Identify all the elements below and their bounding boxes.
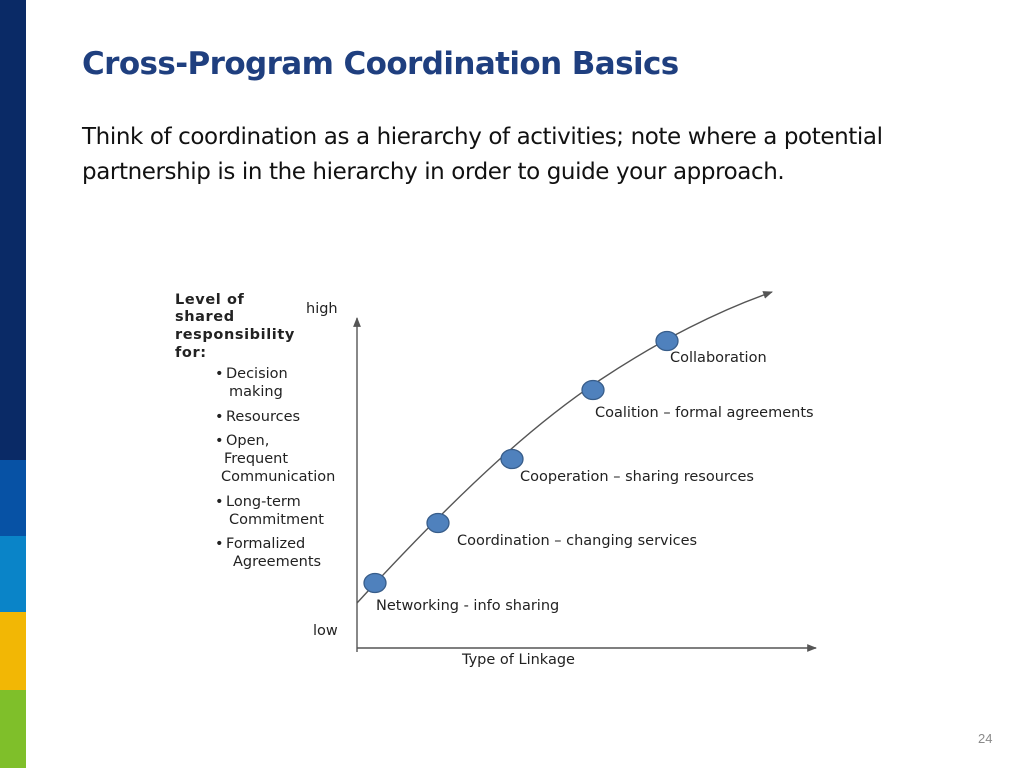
slide-title: Cross-Program Coordination Basics <box>82 46 679 82</box>
item-resources: Resources <box>226 409 301 425</box>
item-agreements-line-1: Formalized <box>226 536 306 552</box>
item-commitment-line-1: Long-term <box>226 494 301 510</box>
stage-node-cooperation <box>501 450 523 469</box>
body-line-1: Think of coordination as a hierarchy of activities; note where a potential <box>82 124 883 150</box>
stage-node-networking <box>364 574 386 593</box>
bullet-5: • <box>215 536 224 552</box>
stage-node-coordination <box>427 514 449 533</box>
bullet-1: • <box>215 366 224 382</box>
progression-curve <box>357 292 772 603</box>
body-line-2: partnership is in the hierarchy in order to guide your approach. <box>82 159 785 185</box>
y-heading-line-3: responsibility <box>175 327 295 343</box>
stage-label-coordination: Coordination – changing services <box>457 533 698 549</box>
y-heading-line-2: shared <box>175 309 235 325</box>
y-heading-line-4: for: <box>175 345 207 361</box>
item-communication-line-1: Open, <box>226 433 270 449</box>
y-axis-low-label: low <box>313 623 338 639</box>
page-number: 24 <box>978 731 993 746</box>
stage-nodes <box>364 332 678 593</box>
item-communication-line-2: Frequent <box>224 451 289 467</box>
item-decision-line-1: Decision <box>226 366 288 382</box>
item-commitment-line-2: Commitment <box>229 512 324 528</box>
item-agreements-line-2: Agreements <box>233 554 322 570</box>
stage-label-coalition: Coalition – formal agreements <box>595 405 814 421</box>
bullet-3: • <box>215 433 224 449</box>
y-axis-high-label: high <box>306 301 338 317</box>
stage-label-cooperation: Cooperation – sharing resources <box>520 469 754 485</box>
item-communication-line-3: Communication <box>221 469 336 485</box>
stage-node-collaboration <box>656 332 678 351</box>
y-axis-items <box>215 366 335 570</box>
bullet-4: • <box>215 494 224 510</box>
y-axis-heading <box>175 292 295 361</box>
item-decision-line-2: making <box>229 384 283 400</box>
stage-node-coalition <box>582 381 604 400</box>
stage-label-networking: Networking - info sharing <box>376 598 560 614</box>
y-heading-line-1: Level of <box>175 292 245 308</box>
bullet-2: • <box>215 409 224 425</box>
x-axis-label: Type of Linkage <box>462 652 575 668</box>
stage-label-collaboration: Collaboration <box>670 350 767 366</box>
